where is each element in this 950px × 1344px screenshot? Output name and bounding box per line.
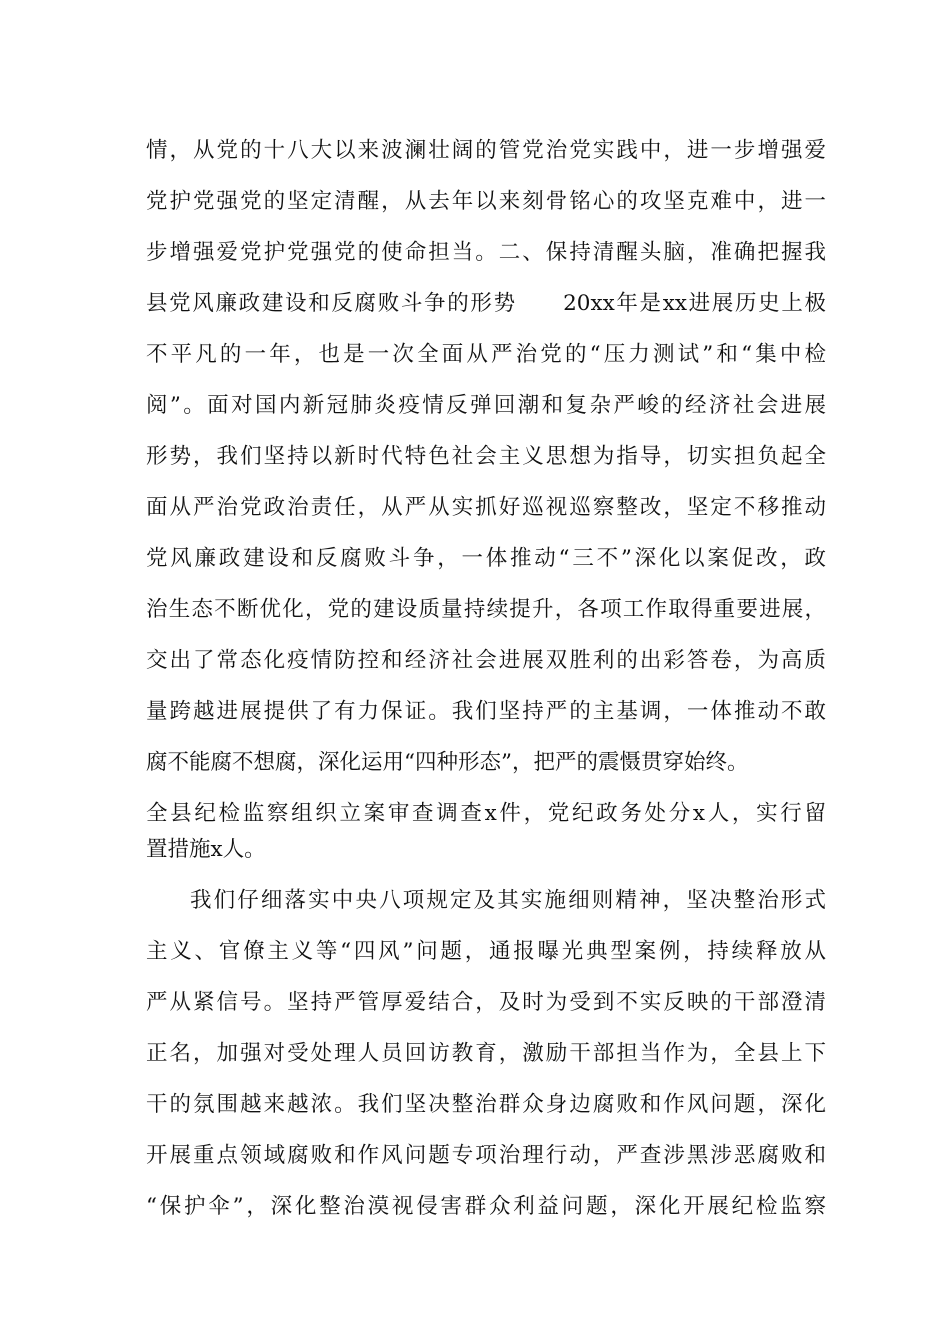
paragraph-line: 党风廉政建设和反腐败斗争，一体推动“三不”深化以案促改，政 — [146, 546, 826, 571]
paragraph-line: 开展重点领域腐败和作风问题专项治理行动，严查涉黑涉恶腐败和 — [146, 1143, 826, 1168]
paragraph-line: 治生态不断优化，党的建设质量持续提升，各项工作取得重要进展， — [146, 597, 826, 622]
paragraph-line: 主义、官僚主义等“四风”问题，通报曝光典型案例，持续释放从 — [146, 939, 826, 964]
paragraph-line: 党护党强党的坚定清醒，从去年以来刻骨铭心的攻坚克难中，进一 — [146, 189, 826, 214]
paragraph-line: 严从紧信号。坚持严管厚爱结合，及时为受到不实反映的干部澄清 — [146, 990, 826, 1015]
paragraph-line: 量跨越进展提供了有力保证。我们坚持严的主基调，一体推动不敢 — [146, 699, 826, 724]
paragraph-line: “保护伞”，深化整治漠视侵害群众利益问题，深化开展纪检监察 — [146, 1194, 826, 1219]
paragraph-line: 腐不能腐不想腐，深化运用“四种形态”，把严的震慑贯穿始终。 — [146, 750, 749, 775]
paragraph-line: 正名，加强对受处理人员回访教育，激励干部担当作为，全县上下 — [146, 1041, 826, 1066]
paragraph-line: 不平凡的一年，也是一次全面从严治党的“压力测试”和“集中检 — [146, 342, 826, 367]
paragraph-line: 全县纪检监察组织立案审查调查x件，党纪政务处分x人，实行留 — [146, 801, 826, 826]
paragraph-line: 步增强爱党护党强党的使命担当。二、保持清醒头脑，准确把握我 — [146, 240, 826, 265]
paragraph-line: 县党风廉政建设和反腐败斗争的形势 20xx年是xx进展历史上极 — [146, 291, 826, 316]
paragraph-line: 情，从党的十八大以来波澜壮阔的管党治党实践中，进一步增强爱 — [146, 138, 826, 163]
paragraph-first-line: 我们仔细落实中央八项规定及其实施细则精神，坚决整治形式 — [190, 888, 826, 913]
paragraph-line: 阅”。面对国内新冠肺炎疫情反弹回潮和复杂严峻的经济社会进展 — [146, 393, 826, 418]
paragraph-line: 面从严治党政治责任，从严从实抓好巡视巡察整改，坚定不移推动 — [146, 495, 826, 520]
paragraph-line: 形势，我们坚持以新时代特色社会主义思想为指导，切实担负起全 — [146, 444, 826, 469]
paragraph-line: 置措施x人。 — [146, 837, 266, 862]
paragraph-line: 干的氛围越来越浓。我们坚决整治群众身边腐败和作风问题，深化 — [146, 1092, 826, 1117]
paragraph-line: 交出了常态化疫情防控和经济社会进展双胜利的出彩答卷，为高质 — [146, 648, 826, 673]
